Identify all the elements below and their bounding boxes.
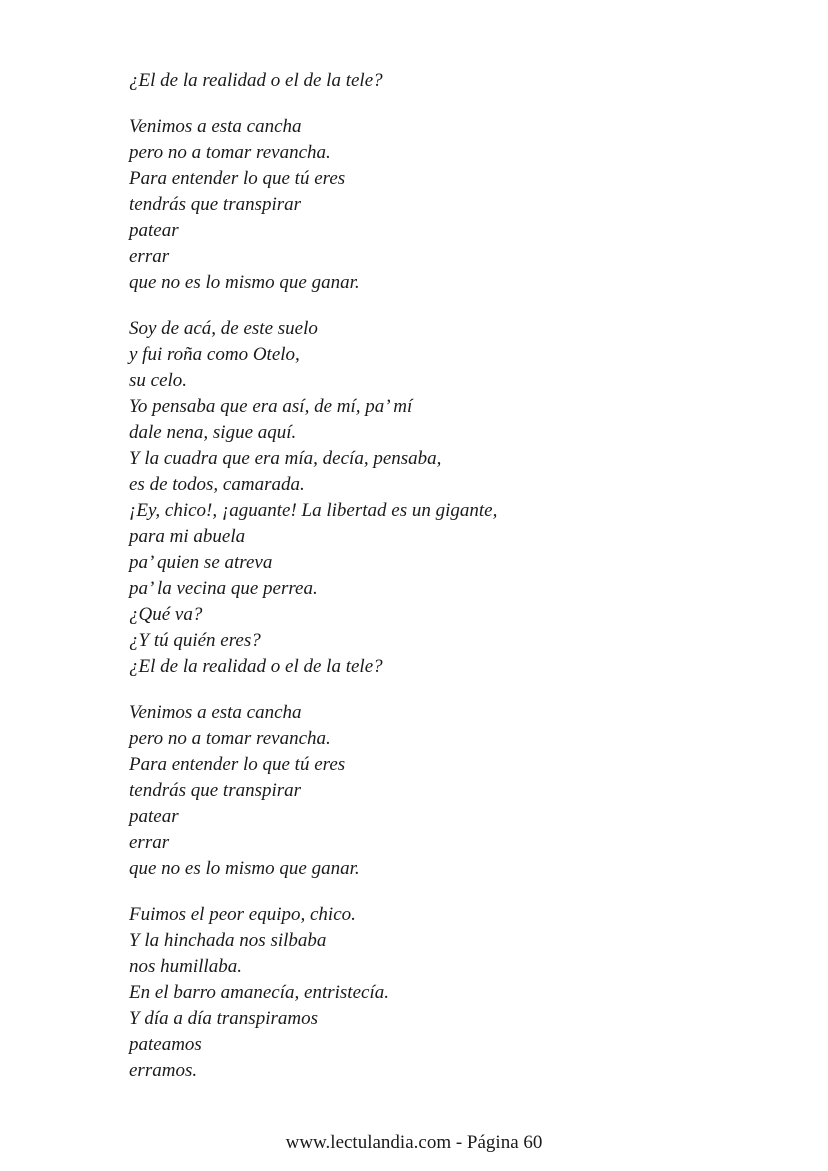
stanza-2-chorus bbox=[129, 114, 729, 296]
poem-line: patear bbox=[129, 806, 179, 827]
poem-line: Fuimos el peor equipo, chico. bbox=[129, 904, 356, 925]
poem-line: Y la hinchada nos silbaba bbox=[129, 930, 327, 951]
poem-line: Venimos a esta cancha bbox=[129, 702, 302, 723]
poem-line: su celo. bbox=[129, 370, 188, 391]
poem-line: que no es lo mismo que ganar. bbox=[129, 272, 360, 293]
poem-line: errar bbox=[129, 246, 170, 267]
poem-line: errar bbox=[129, 832, 170, 853]
poem-line: y fui roña como Otelo, bbox=[129, 344, 300, 365]
stanza-1 bbox=[129, 68, 729, 94]
page-footer: www.lectulandia.com - Página 60 bbox=[285, 1132, 543, 1153]
poem-line: es de todos, camarada. bbox=[129, 474, 305, 495]
poem-line: nos humillaba. bbox=[129, 956, 242, 977]
poem-line: Soy de acá, de este suelo bbox=[129, 318, 318, 339]
stanza-5 bbox=[129, 902, 729, 1084]
poem-line: Para entender lo que tú eres bbox=[129, 168, 346, 189]
poem-line: patear bbox=[129, 220, 179, 241]
stanza-3 bbox=[129, 316, 729, 680]
poem-line: erramos. bbox=[129, 1060, 198, 1081]
poem-line: pa’ quien se atreva bbox=[129, 552, 273, 573]
poem-line: dale nena, sigue aquí. bbox=[129, 422, 297, 443]
poem-line: Para entender lo que tú eres bbox=[129, 754, 346, 775]
poem-line: ¿El de la realidad o el de la tele? bbox=[129, 656, 383, 677]
poem-line: para mi abuela bbox=[129, 526, 246, 547]
poem-line: Y día a día transpiramos bbox=[129, 1008, 318, 1029]
stanza-4-chorus bbox=[129, 700, 729, 882]
poem-line: pero no a tomar revancha. bbox=[129, 142, 331, 163]
poem-line: tendrás que transpirar bbox=[129, 780, 302, 801]
poem-line: pateamos bbox=[129, 1034, 202, 1055]
poem-line: Yo pensaba que era así, de mí, pa’ mí bbox=[129, 396, 413, 417]
poem-line: que no es lo mismo que ganar. bbox=[129, 858, 360, 879]
poem-line: ¿El de la realidad o el de la tele? bbox=[129, 70, 383, 91]
poem-line: pa’ la vecina que perrea. bbox=[129, 578, 318, 599]
poem-line: En el barro amanecía, entristecía. bbox=[129, 982, 389, 1003]
poem-body bbox=[129, 68, 729, 1104]
poem-line: ¿Y tú quién eres? bbox=[129, 630, 261, 651]
poem-line: pero no a tomar revancha. bbox=[129, 728, 331, 749]
poem-line: ¡Ey, chico!, ¡aguante! La libertad es un gigante, bbox=[129, 500, 498, 521]
poem-line: Venimos a esta cancha bbox=[129, 116, 302, 137]
poem-line: tendrás que transpirar bbox=[129, 194, 302, 215]
poem-line: ¿Qué va? bbox=[129, 604, 203, 625]
poem-line: Y la cuadra que era mía, decía, pensaba, bbox=[129, 448, 442, 469]
